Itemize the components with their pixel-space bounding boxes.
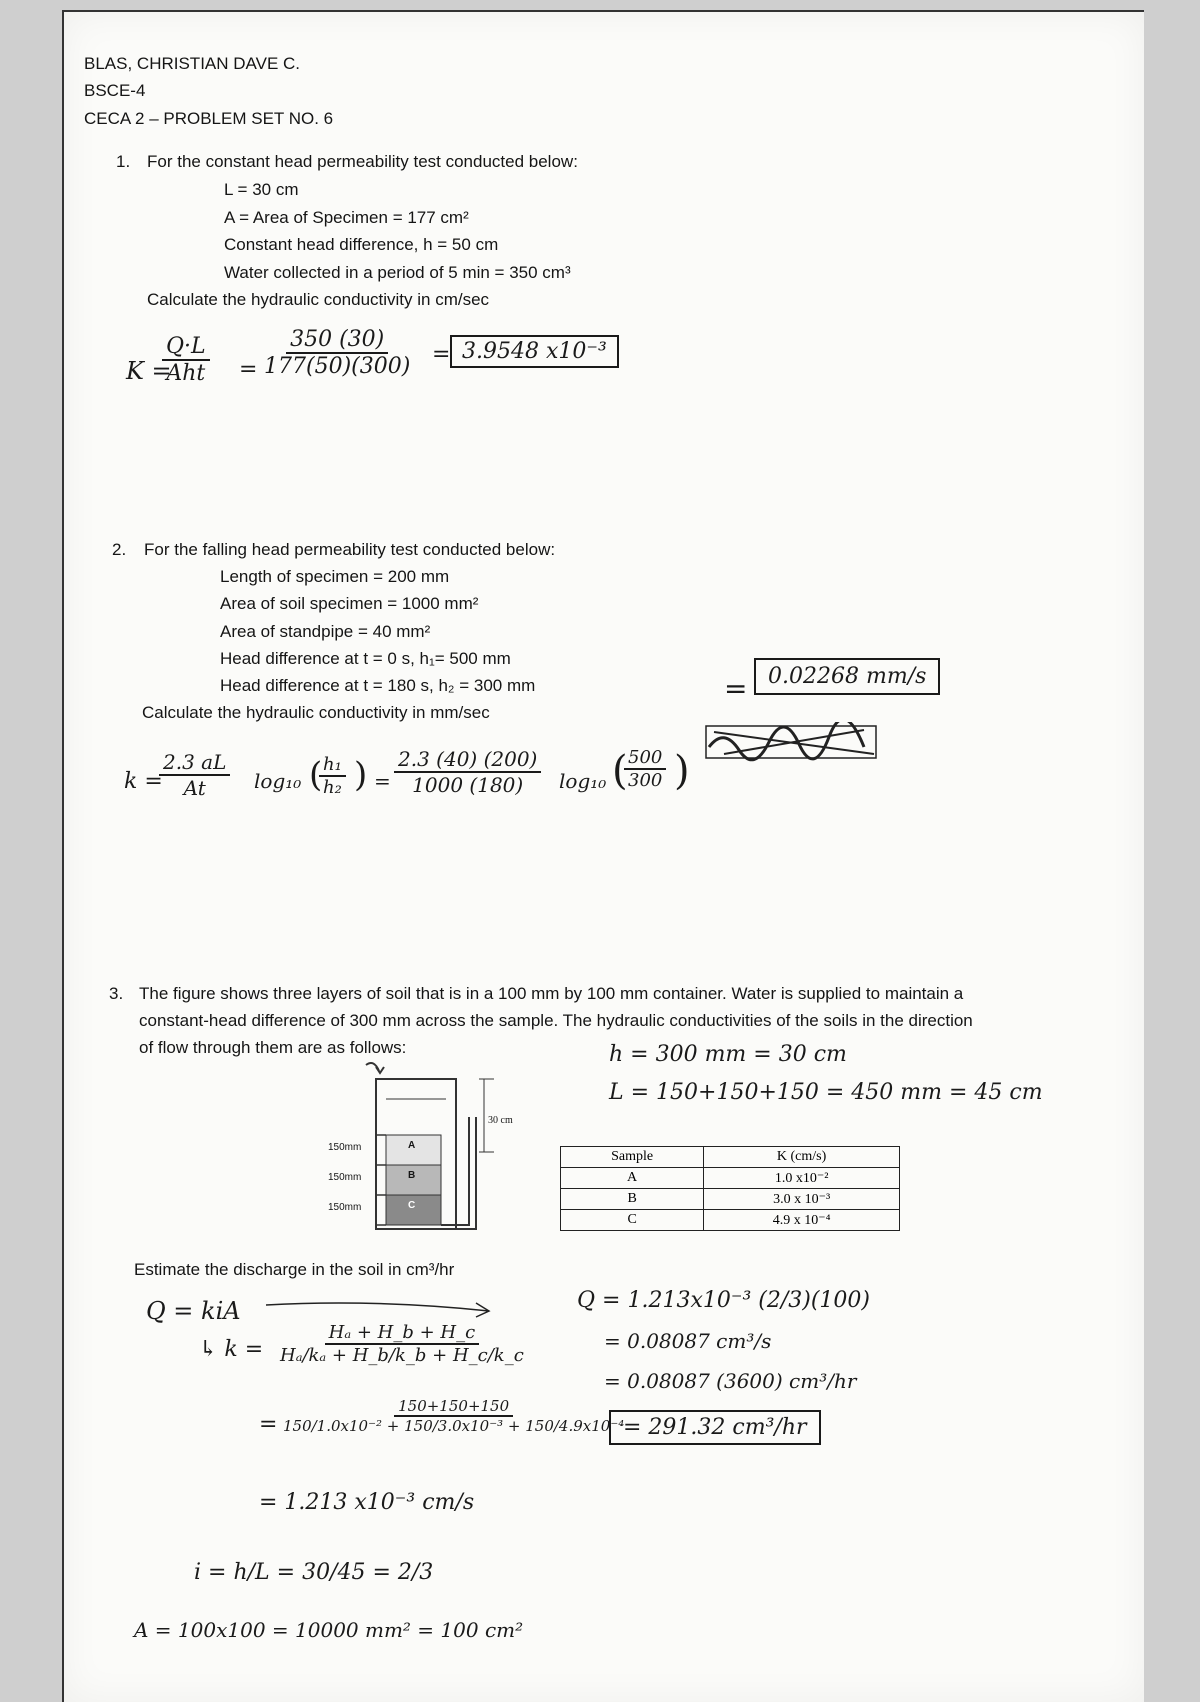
p3-k-fraction (276, 1322, 528, 1366)
p2-formula-den: At (183, 776, 206, 800)
p1-k-label: K = (126, 357, 172, 385)
problem1-prompt: For the constant head permeability test conducted below: (147, 152, 578, 171)
problem3-prompt-2: constant-head difference of 300 mm across the sample. The hydraulic conductivities of the soils in the direction (139, 1011, 973, 1030)
p3-a-line: A = 100x100 = 10000 mm² = 100 cm² (134, 1618, 524, 1642)
p3-sub-num: 150+150+150 (394, 1397, 513, 1417)
p2-sub-num: 2.3 (40) (200) (394, 747, 541, 773)
p2-answer: 0.02268 mm/s (768, 664, 927, 689)
p2-formula-fraction (159, 750, 230, 800)
p1-formula-num: Q·L (162, 334, 210, 361)
p2-log2-den: 300 (628, 770, 663, 791)
p3-k-arrow: ↳ k = (199, 1337, 264, 1362)
problem2-given-5: Head difference at t = 180 s, h₂ = 300 mm (220, 676, 536, 695)
problem2-given-3: Area of standpipe = 40 mm² (220, 622, 431, 641)
p2-log1: log₁₀ (254, 769, 302, 793)
p3-right-line2: = 0.08087 cm³/s (604, 1329, 772, 1353)
problem2-number: 2. (112, 540, 127, 559)
problem2-given-4: Head difference at t = 0 s, h₁= 500 mm (220, 649, 511, 668)
table-header-row (561, 1147, 900, 1168)
figure-layer-b-thickness: 150mm (328, 1172, 362, 1183)
p3-answer-box (609, 1410, 821, 1445)
p3-q-formula: Q = kiA (146, 1297, 241, 1325)
table-cell: 4.9 x 10⁻⁴ (704, 1210, 900, 1231)
figure-layer-b-label: B (408, 1170, 416, 1181)
p1-formula-den: Aht (166, 361, 206, 386)
p3-k-result: = 1.213 x10⁻³ cm/s (259, 1490, 475, 1515)
p1-sub-fraction (260, 327, 414, 379)
student-course: BSCE-4 (84, 81, 146, 100)
soil-layers-figure (314, 1057, 534, 1257)
p2-formula-num: 2.3 aL (159, 750, 230, 776)
p1-answer: 3.9548 x10⁻³ (462, 339, 607, 364)
figure-layer-a-thickness: 150mm (328, 1142, 362, 1153)
problem1-number: 1. (116, 152, 131, 171)
table-cell: 1.0 x10⁻² (704, 1168, 900, 1189)
p3-sub-den: 150/1.0x10⁻² + 150/3.0x10⁻³ + 150/4.9x10⁻⁴ (283, 1417, 625, 1435)
problem2-given-2: Area of soil specimen = 1000 mm² (220, 594, 479, 613)
p1-equals: = (239, 357, 258, 382)
p2-log1-num: h₁ (319, 754, 346, 777)
figure-layer-c-label: C (408, 1200, 416, 1211)
table-row (561, 1168, 900, 1189)
p3-sub-fraction (279, 1397, 628, 1435)
p2-answer-box (754, 658, 940, 695)
p3-right-line1: Q = 1.213x10⁻³ (2/3)(100) (577, 1288, 870, 1313)
table-cell: A (561, 1168, 704, 1189)
student-name: BLAS, CHRISTIAN DAVE C. (84, 54, 301, 73)
p1-sub-den: 177(50)(300) (264, 354, 411, 379)
p3-arrow (264, 1297, 494, 1322)
problem1-ask: Calculate the hydraulic conductivity in cm/sec (147, 290, 490, 309)
p3-right-line3: = 0.08087 (3600) cm³/hr (604, 1369, 857, 1393)
table-header-k: K (cm/s) (704, 1147, 900, 1168)
problem1-given-3: Constant head difference, h = 50 cm (224, 235, 499, 254)
p2-sub-den: 1000 (180) (412, 773, 524, 797)
problem1-given-2: A = Area of Specimen = 177 cm² (224, 208, 469, 227)
p3-k-num: Hₐ + H_b + H_c (325, 1322, 480, 1345)
p1-sub-num: 350 (30) (286, 327, 388, 354)
p3-note-h: h = 300 mm = 30 cm (609, 1042, 847, 1067)
figure-head-label: 30 cm (488, 1115, 513, 1126)
problem1-given-1: L = 30 cm (224, 180, 299, 199)
table-header-sample: Sample (561, 1147, 704, 1168)
p2-log2-fraction (624, 747, 666, 791)
problem2-prompt: For the falling head permeability test conducted below: (144, 540, 556, 559)
p2-equals: = (374, 769, 391, 793)
problem3-ask: Estimate the discharge in the soil in cm³/hr (134, 1260, 455, 1279)
p3-k-den: Hₐ/kₐ + H_b/k_b + H_c/k_c (280, 1345, 524, 1366)
table-cell: C (561, 1210, 704, 1231)
p2-log1-fraction (319, 754, 346, 798)
paper-sheet: BLAS, CHRISTIAN DAVE C. BSCE-4 CECA 2 – PROBLEM SET NO. 6 1. For the constant head permeability test conducted below: L = 30 cm A = Area of Specimen = 177 cm² Constant head difference, h = 50 cm Water collected in a period of 5 min = 350 cm³ Calculate the hydraulic conductivity in cm/sec K = Q·L Aht = $\frac{350 (30)}{177(50)(300)}$ = 3.9548 x10⁻³ 2. For the falling head permeability test conducted below: Length of specimen = 200 mm Area of soil specimen = 1000 mm² Area of standpipe = 40 mm² Head difference at t = 0 s, h₁= 500 mm Head difference at t = 180 s, h₂ = 300 mm Calculate the hydraulic conductivity in mm/sec = 0.02268 mm/s k = $\frac{2.3 aL}{At}$ log₁₀ ( $\frac{\text{h₁}}{\text{h₂}}$ ) = $\frac{2.3 (40) (200)}{1000 (180)}$ log₁₀ ( $\frac{500}{300}$ ) 3. The figure shows three layers of soil that is in a 100 mm by 100 mm container. Water is supplied to maintain a constant-head difference of 300 mm across the sample. The hydraulic conductivities of the soils in the direction of flow through them are as follows: h = 300 mm = 30 cm L = 150+150+150 = 450 mm = 45 cm 30 cm 150mm 150mm 150mm A B C Sample K (cm/s) A 1.0 x10⁻² B 3.0 x 10⁻³ C 4.9 x 10⁻⁴ Estimate the discharge in the soil in cm³/hr Q = kiA ↳ k = $\frac{\text{Hₐ + H\_b + H\_c}}{\text{Hₐ/kₐ + H\_b/k\_b + H\_c/k\_c}}$ = $\frac{150+150+150}{\text{150/1.0x10⁻² + 150/3.0x10⁻³ + 150/4.9x10⁻⁴}}$ = 1.213 x10⁻³ cm/s i = h/L = 30/45 = 2/3 A = 100x100 = 10000 mm² = 100 cm² Q = 1.213x10⁻³ (2/3)(100) = 0.08087 cm³/s = 0.08087 (3600) cm³/hr = 291.32 cm³/hr (62, 10, 1144, 1702)
problem1-given-4: Water collected in a period of 5 min = 350 cm³ (224, 263, 571, 282)
p2-log1-den: h₂ (323, 777, 342, 798)
p1-formula-fraction (162, 334, 210, 386)
table-cell: 3.0 x 10⁻³ (704, 1189, 900, 1210)
p2-sub-fraction (394, 747, 541, 797)
p1-answer-box (450, 335, 619, 368)
p2-log2-num: 500 (624, 747, 666, 770)
problem3-prompt-3: of flow through them are as follows: (139, 1038, 407, 1057)
p3-answer: = 291.32 cm³/hr (623, 1415, 807, 1440)
p2-log2: log₁₀ (559, 769, 607, 793)
table-row (561, 1189, 900, 1210)
p3-i-line: i = h/L = 30/45 = 2/3 (194, 1560, 434, 1585)
problem2-given-1: Length of specimen = 200 mm (220, 567, 450, 586)
problem-set-title: CECA 2 – PROBLEM SET NO. 6 (84, 109, 334, 128)
table-row (561, 1210, 900, 1231)
p3-note-L: L = 150+150+150 = 450 mm = 45 cm (609, 1080, 1043, 1105)
p2-scribble (704, 722, 884, 762)
figure-layer-a-label: A (408, 1140, 416, 1151)
p2-k-label: k = (124, 769, 163, 794)
k-values-table (560, 1146, 900, 1231)
problem3-prompt-1: The figure shows three layers of soil that is in a 100 mm by 100 mm container. Water is supplied to maintain a (139, 984, 964, 1003)
figure-layer-c-thickness: 150mm (328, 1202, 362, 1213)
p3-equals: = (259, 1412, 278, 1437)
problem3-number: 3. (109, 984, 124, 1003)
table-cell: B (561, 1189, 704, 1210)
problem2-ask: Calculate the hydraulic conductivity in mm/sec (142, 703, 490, 722)
